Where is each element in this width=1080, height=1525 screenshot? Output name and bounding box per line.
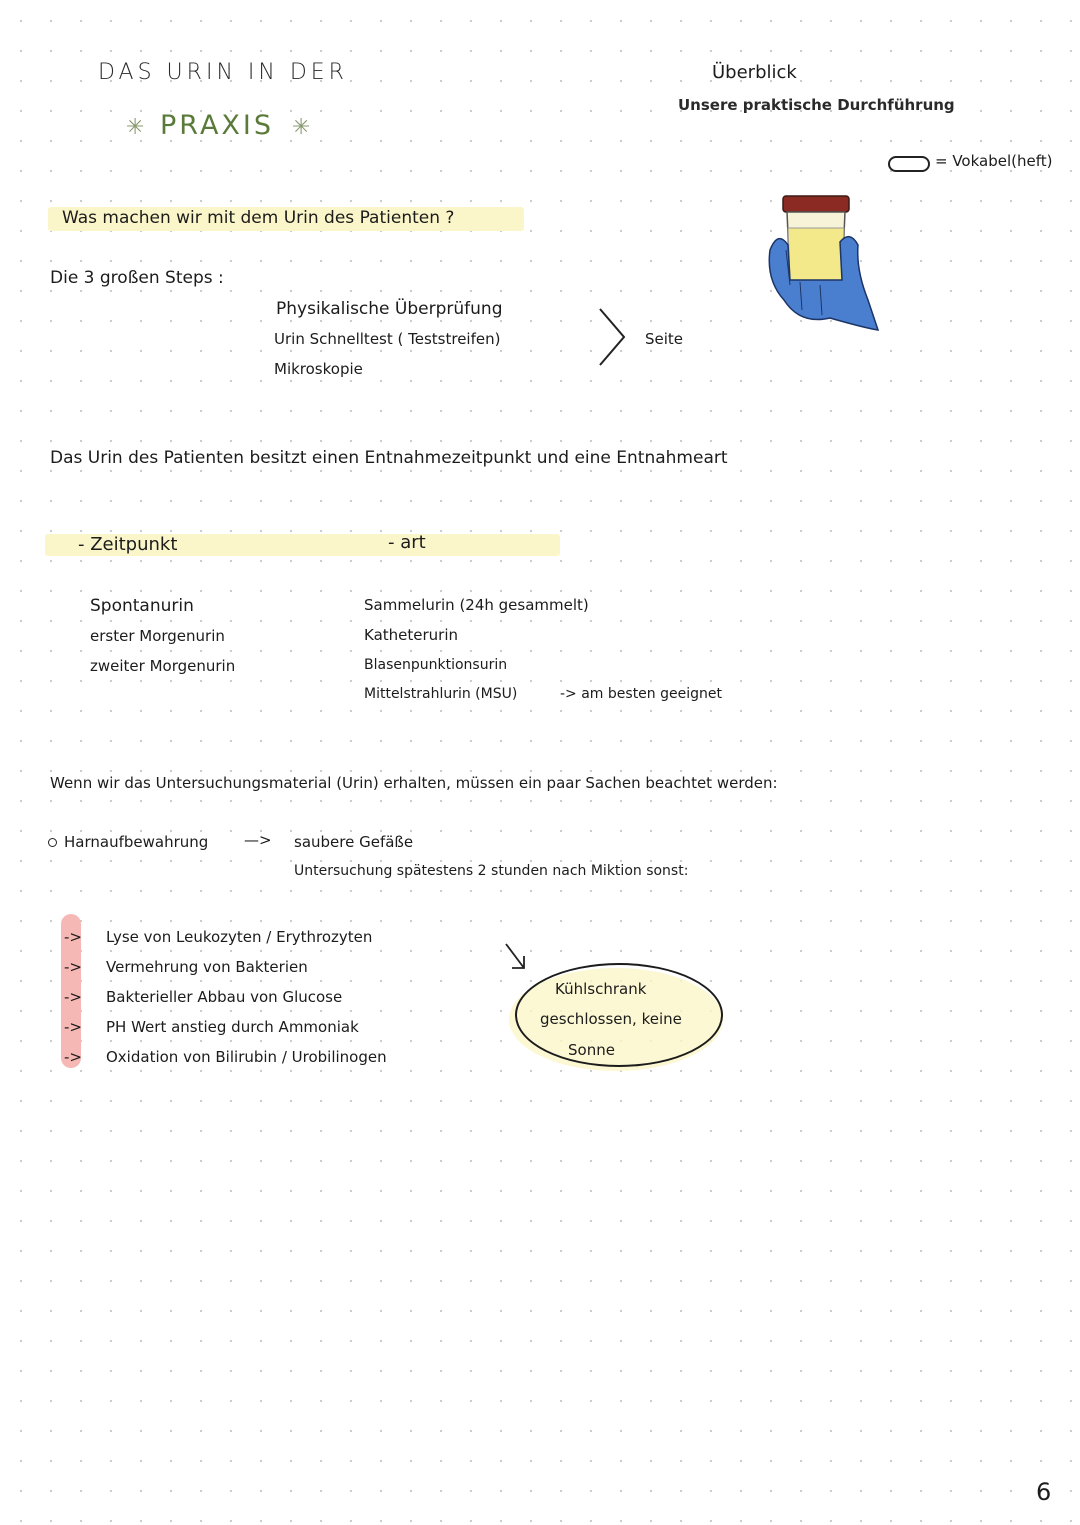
art-item: Katheterurin: [364, 626, 459, 644]
storage-arrow: —>: [244, 831, 272, 849]
title-line1: DAS URIN IN DER: [98, 60, 348, 85]
art-heading: - art: [388, 532, 426, 553]
zeitpunkt-item: zweiter Morgenurin: [90, 657, 236, 675]
legend-text: = Vokabel(heft): [935, 152, 1053, 170]
question-text: Was machen wir mit dem Urin des Patienten ?: [62, 208, 455, 228]
zeitpunkt-heading: - Zeitpunkt: [78, 534, 178, 555]
urine-cup-illustration: [760, 190, 890, 340]
consequence-item: PH Wert anstieg durch Ammoniak: [106, 1018, 359, 1036]
best-note: -> am besten geeignet: [560, 686, 722, 702]
consequence-list: [106, 922, 387, 1072]
arrow-icon: ->: [64, 1018, 82, 1036]
bullet-icon: [48, 838, 57, 847]
page-number: 6: [1036, 1478, 1052, 1506]
overview-subheading: Unsere praktische Durchführung: [678, 96, 955, 114]
oval-outline-icon: [888, 156, 930, 172]
storage-line1: saubere Gefäße: [294, 833, 414, 851]
consequence-item: Bakterieller Abbau von Glucose: [106, 988, 343, 1006]
zeitpunkt-item: erster Morgenurin: [90, 627, 225, 645]
storage-label: Harnaufbewahrung: [64, 833, 209, 851]
art-item: Sammelurin (24h gesammelt): [364, 596, 589, 614]
tip-line2: geschlossen, keine: [540, 1010, 682, 1028]
tip-line3: Sonne: [568, 1041, 615, 1059]
arrow-icon: ->: [64, 958, 82, 976]
arrow-icon: ->: [64, 988, 82, 1006]
consequence-item: Oxidation von Bilirubin / Urobilinogen: [106, 1048, 387, 1066]
collection-sentence: Das Urin des Patienten besitzt einen Entnahmezeitpunkt und eine Entnahmeart: [50, 448, 728, 468]
star-icon: ✳: [292, 115, 311, 140]
steps-pointer-label: Seite: [645, 330, 684, 348]
arrow-icon: ->: [64, 928, 82, 946]
title-praxis: PRAXIS: [160, 110, 275, 141]
tip-line1: Kühlschrank: [555, 980, 647, 998]
step-item: Urin Schnelltest ( Teststreifen): [274, 330, 501, 348]
star-icon: ✳: [126, 115, 145, 140]
arrow-down-right-icon: [502, 940, 532, 974]
art-item: Mittelstrahlurin (MSU): [364, 686, 518, 702]
step-item: Physikalische Überprüfung: [276, 299, 503, 319]
overview-heading: Überblick: [712, 62, 797, 83]
storage-line2: Untersuchung spätestens 2 stunden nach Miktion sonst:: [294, 863, 689, 879]
chevron-right-icon: [596, 305, 628, 369]
consequence-item: Vermehrung von Bakterien: [106, 958, 308, 976]
arrow-icon: ->: [64, 1048, 82, 1066]
material-sentence: Wenn wir das Untersuchungsmaterial (Urin) erhalten, müssen ein paar Sachen beachtet werden:: [50, 774, 778, 792]
zeitpunkt-item: Spontanurin: [90, 596, 194, 616]
consequence-item: Lyse von Leukozyten / Erythrozyten: [106, 928, 373, 946]
step-item: Mikroskopie: [274, 360, 363, 378]
art-item: Blasenpunktionsurin: [364, 657, 508, 673]
steps-label: Die 3 großen Steps :: [50, 268, 224, 288]
consequence-arrows: [64, 922, 82, 1072]
